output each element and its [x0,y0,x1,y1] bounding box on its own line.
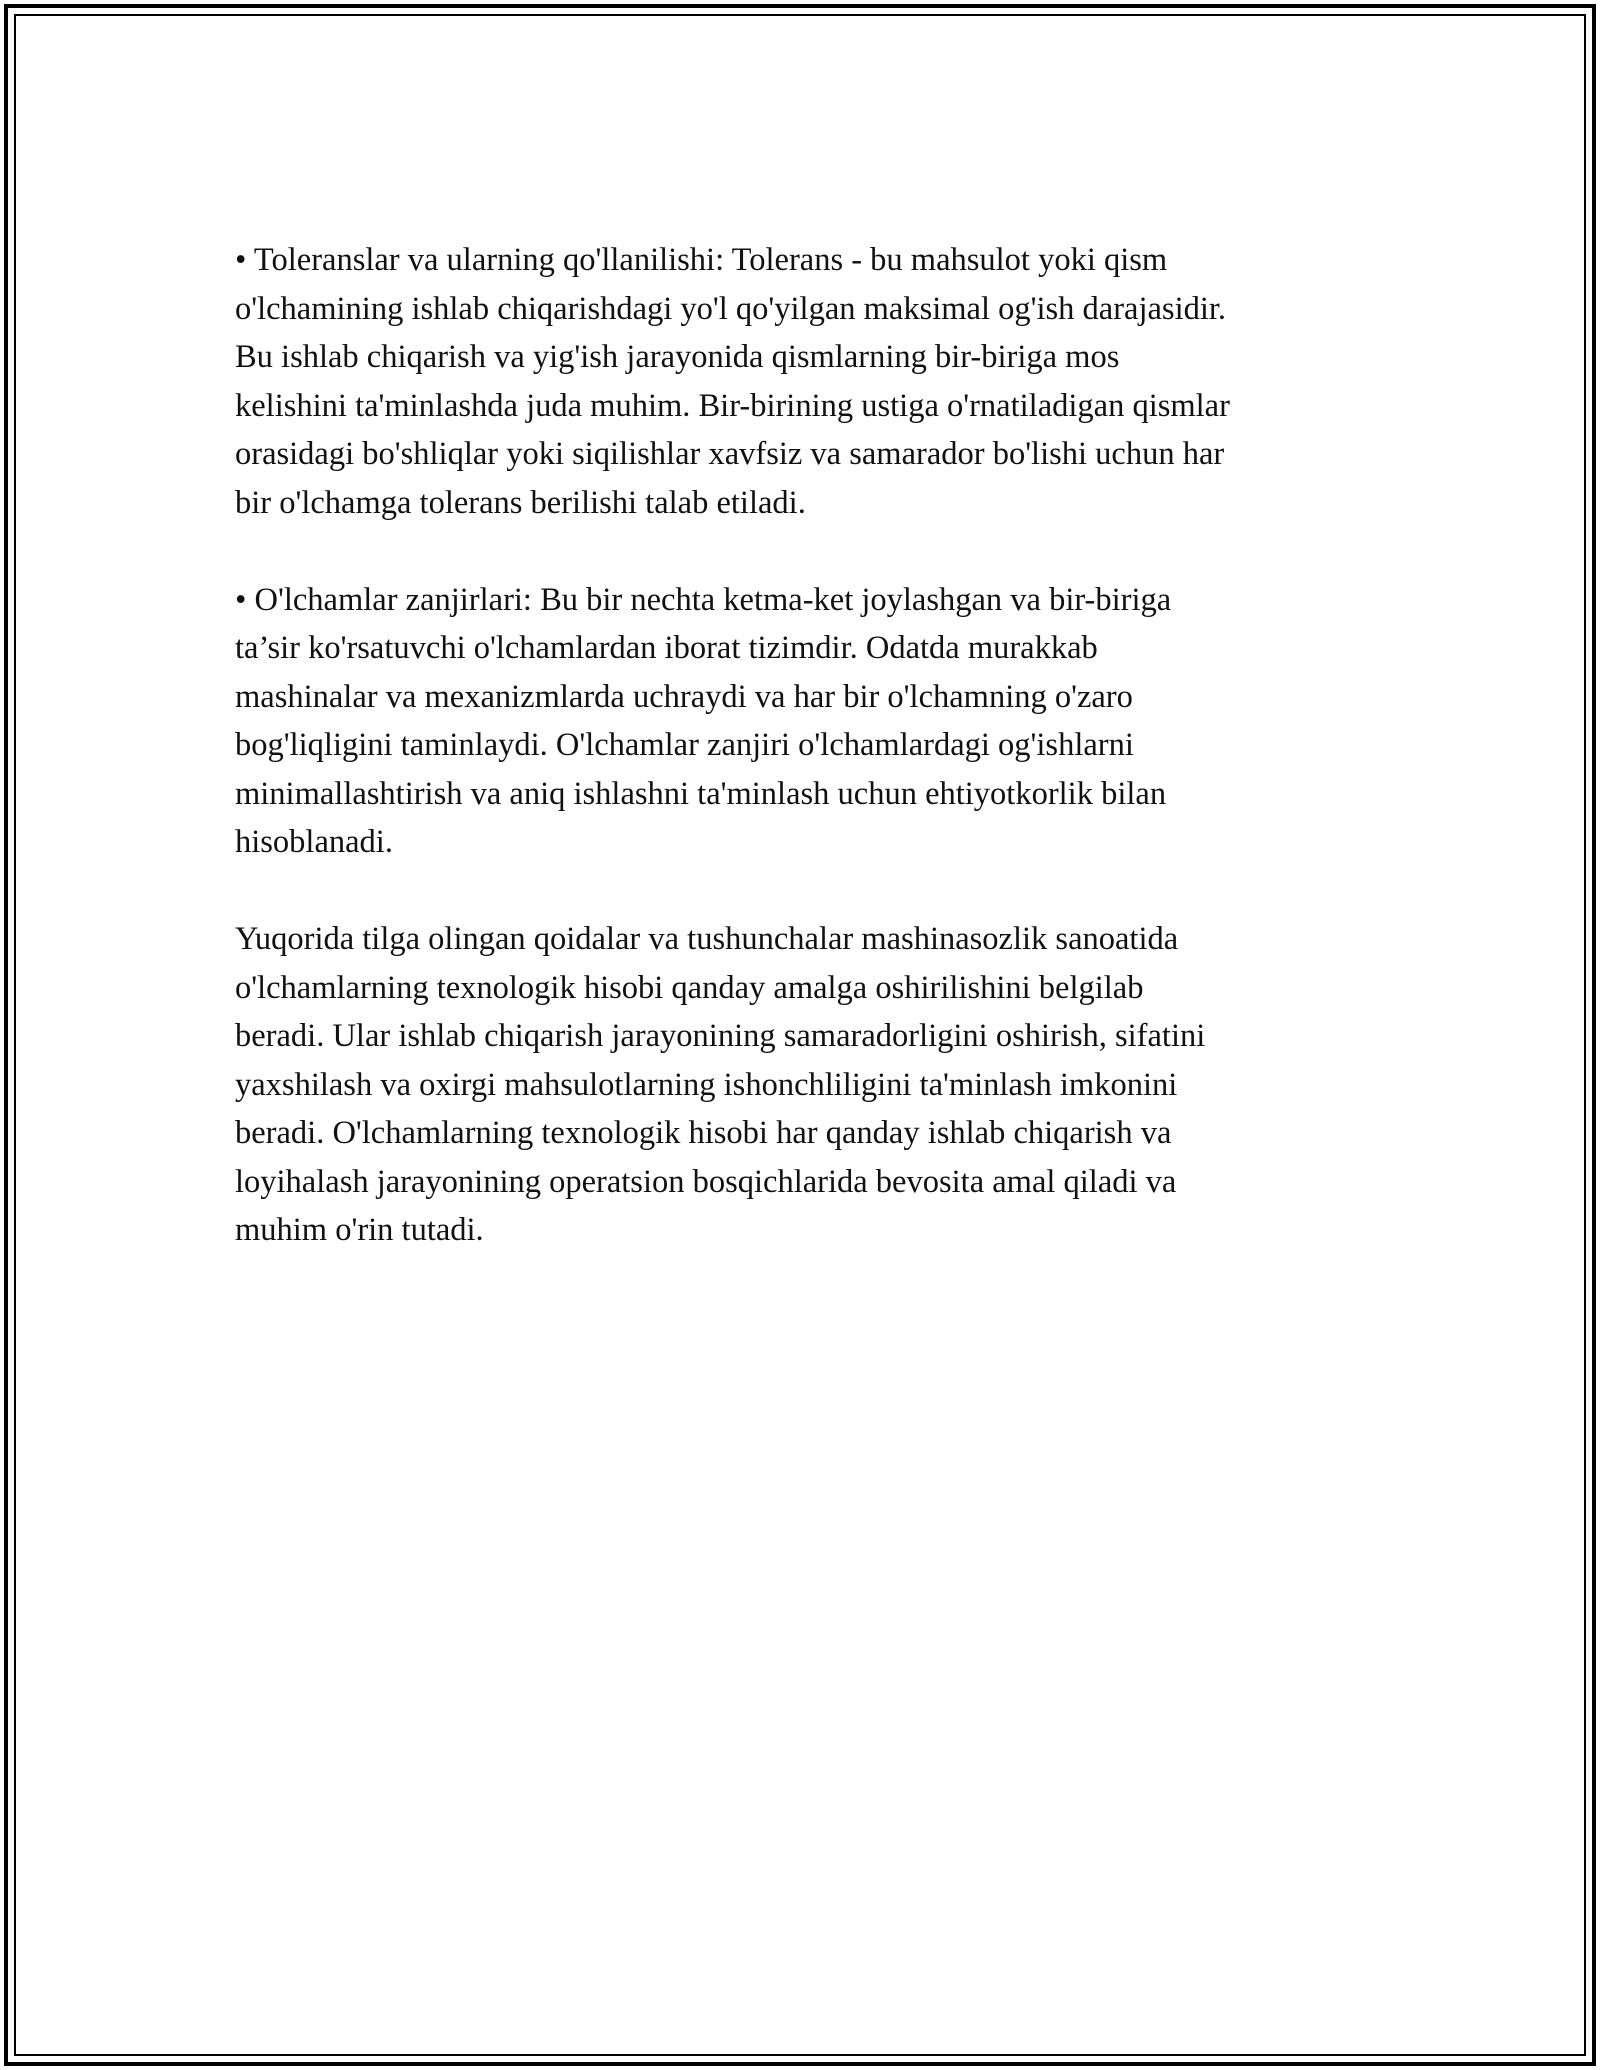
text-line: mashinalar va mexanizmlarda uchraydi va har bir o'lchamning o'zaro [235,678,1133,715]
text-line: Bu ishlab chiqarish va yig'ish jarayonida qismlarning bir-biriga mos [235,339,1120,375]
text-line: orasidagi bo'shliqlar yoki siqilishlar xavfsiz va samarador bo'lishi uchun har [235,436,1225,472]
text-line: yaxshilash va oxirgi mahsulotlarning ishonchliligini ta'minlash imkonini [235,1066,1178,1103]
text-line: muhim o'rin tutadi. [235,1212,484,1248]
text-line: kelishini ta'minlashda juda muhim. Bir-birining ustiga o'rnatiladigan qismlar [235,387,1230,424]
document-body [235,236,1375,1303]
text-line: • O'lchamlar zanjirlari: Bu bir nechta ketma-ket joylashgan va bir-biriga [235,581,1172,618]
text-line: o'lchamlarning texnologik hisobi qanday amalga oshirilishini belgilab [235,969,1144,1006]
text-line: Yuqorida tilga olingan qoidalar va tushunchalar mashinasozlik sanoatida [235,921,1179,957]
text-line: beradi. O'lchamlarning texnologik hisobi har qanday ishlab chiqarish va [235,1115,1172,1151]
text-line: hisoblanadi. [235,824,393,860]
text-line: beradi. Ular ishlab chiqarish jarayonining samaradorligini oshirish, sifatini [235,1018,1206,1054]
text-line: minimallashtirish va aniq ishlashni ta'minlash uchun ehtiyotkorlik bilan [235,775,1167,812]
text-line: loyihalash jarayonining operatsion bosqichlarida bevosita amal qiladi va [235,1163,1177,1200]
text-line: bog'liqligini taminlaydi. O'lchamlar zanjiri o'lchamlardagi og'ishlarni [235,727,1134,763]
text-line: ta’sir ko'rsatuvchi o'lchamlardan iborat tizimdir. Odatda murakkab [235,630,1098,666]
paragraph-tolerances [235,236,1375,527]
text-line: • Toleranslar va ularning qo'llanilishi: Tolerans - bu mahsulot yoki qism [235,242,1168,278]
paragraph-dimension-chains [235,576,1375,867]
paragraph-conclusion [235,915,1375,1255]
text-line: bir o'lchamga tolerans berilishi talab etiladi. [235,484,806,521]
text-line: o'lchamining ishlab chiqarishdagi yo'l qo'yilgan maksimal og'ish darajasidir. [235,290,1227,327]
